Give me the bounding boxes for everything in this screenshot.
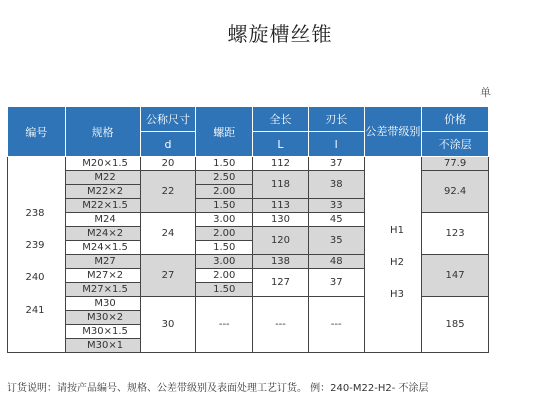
spec-cell: M30 (65, 297, 140, 311)
length-cell: 127 (253, 269, 309, 297)
edge-cell: 37 (308, 157, 364, 171)
length-cell: 130 (253, 213, 309, 227)
spec-cell: M30×2 (65, 311, 140, 325)
pitch-cell: 2.00 (196, 185, 253, 199)
pitch-cell: 1.50 (196, 199, 253, 213)
tolerance-label: H3 (390, 289, 404, 300)
header-spec: 规格 (65, 107, 140, 157)
header-nominal: 公称尺寸 (140, 107, 196, 132)
spec-cell: M24 (65, 213, 140, 227)
spec-cell: M20×1.5 (65, 157, 140, 171)
pitch-cell: --- (196, 297, 253, 353)
header-tolerance: 公差带级别 (364, 107, 422, 157)
length-cell: 113 (253, 199, 309, 213)
spec-cell: M27 (65, 255, 140, 269)
length-cell: 138 (253, 255, 309, 269)
edge-cell: 33 (308, 199, 364, 213)
edge-cell: 37 (308, 269, 364, 297)
pitch-cell: 2.00 (196, 269, 253, 283)
pitch-cell: 2.50 (196, 171, 253, 185)
spec-cell: M24×1.5 (65, 241, 140, 255)
price-cell: 185 (422, 297, 489, 353)
pitch-cell: 1.50 (196, 283, 253, 297)
header-price: 价格 (422, 107, 489, 132)
price-cell: 92.4 (422, 171, 489, 213)
header-edge-sub: l (308, 132, 364, 157)
nominal-cell: 30 (140, 297, 196, 353)
pitch-cell: 3.00 (196, 255, 253, 269)
length-cell: --- (253, 297, 309, 353)
price-cell: 77.9 (422, 157, 489, 171)
header-length: 全长 (253, 107, 309, 132)
spec-cell: M24×2 (65, 227, 140, 241)
order-note: 订货说明：请按产品编号、规格、公差带级别及表面处理工艺订货。 例：240-M22-H2- 不涂层 (7, 383, 429, 394)
tolerance-label: H1 (390, 225, 404, 236)
spec-cell: M27×2 (65, 269, 140, 283)
code-label: 239 (25, 240, 45, 251)
code-label: 238 (25, 208, 45, 219)
pitch-cell: 1.50 (196, 157, 253, 171)
length-cell: 120 (253, 227, 309, 255)
spec-cell: M27×1.5 (65, 283, 140, 297)
nominal-cell: 20 (140, 157, 196, 171)
code-column (8, 157, 66, 353)
length-cell: 118 (253, 171, 309, 199)
code-label: 240 (25, 272, 45, 283)
header-edge: 刃长 (308, 107, 364, 132)
spec-cell: M22×2 (65, 185, 140, 199)
nominal-cell: 24 (140, 213, 196, 255)
header-nominal-sub: d (140, 132, 196, 157)
tolerance-column (364, 157, 422, 353)
length-cell: 112 (253, 157, 309, 171)
edge-cell: 45 (308, 213, 364, 227)
pitch-cell: 3.00 (196, 213, 253, 227)
page-title: 螺旋槽丝锥 (227, 22, 333, 46)
spec-cell: M22×1.5 (65, 199, 140, 213)
nominal-cell: 27 (140, 255, 196, 297)
header-code: 编号 (8, 107, 66, 157)
header-length-sub: L (253, 132, 309, 157)
header-pitch: 螺距 (196, 107, 253, 157)
code-label: 241 (25, 305, 45, 316)
price-cell: 147 (422, 255, 489, 297)
spec-cell: M22 (65, 171, 140, 185)
price-cell: 123 (422, 213, 489, 255)
edge-cell: --- (308, 297, 364, 353)
nominal-cell: 22 (140, 171, 196, 213)
unit-label: 单 (480, 86, 491, 99)
tolerance-label: H2 (390, 257, 404, 268)
pitch-cell: 2.00 (196, 227, 253, 241)
spec-cell: M30×1 (65, 339, 140, 353)
spec-cell: M30×1.5 (65, 325, 140, 339)
pitch-cell: 1.50 (196, 241, 253, 255)
edge-cell: 35 (308, 227, 364, 255)
edge-cell: 38 (308, 171, 364, 199)
edge-cell: 48 (308, 255, 364, 269)
header-price-sub: 不涂层 (422, 132, 489, 157)
